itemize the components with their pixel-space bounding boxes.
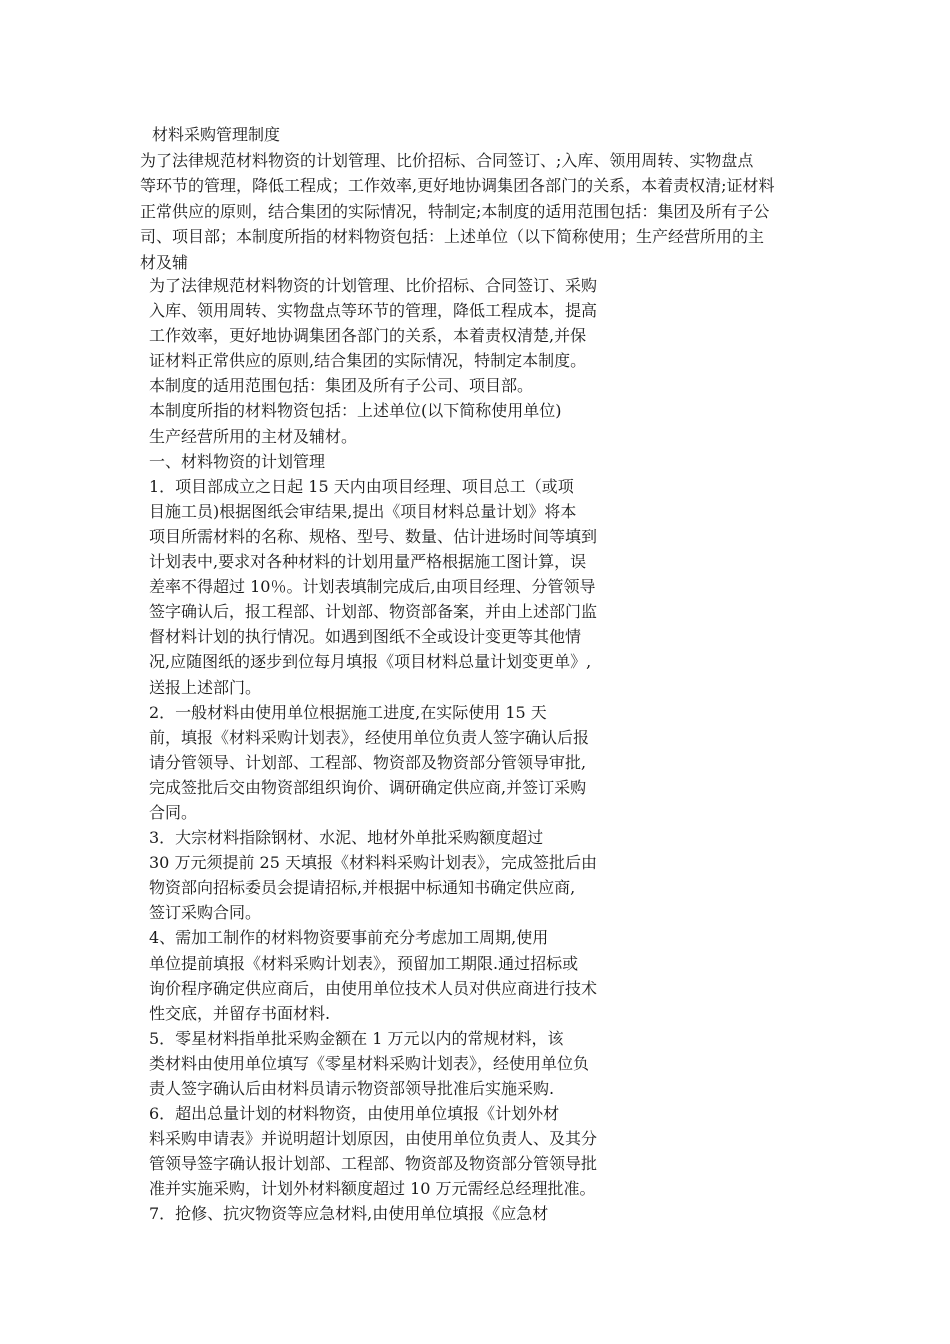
body-line: 证材料正常供应的原则,结合集团的实际情况，特制定本制度。 (149, 351, 587, 371)
body-line: 合同。 (149, 802, 198, 822)
body-line: 料采购申请表》并说明超计划原因，由使用单位负责人、及其分 (149, 1129, 598, 1149)
body-line: 7．抢修、抗灾物资等应急材料,由使用单位填报《应急材 (149, 1204, 549, 1224)
body-line: 送报上述部门。 (149, 677, 262, 697)
summary-line: 材及辅 (140, 252, 189, 272)
body-line: 本制度所指的材料物资包括：上述单位(以下简称使用单位) (149, 401, 562, 421)
body-line: 前，填报《材料采购计划表》，经使用单位负责人签字确认后报 (149, 727, 590, 747)
body-line: 责人签字确认后由材料员请示物资部领导批准后实施采购. (149, 1079, 555, 1098)
body-line: 询价程序确定供应商后，由使用单位技术人员对供应商进行技术 (149, 978, 598, 998)
section-heading: 一、材料物资的计划管理 (149, 451, 326, 471)
summary-line: 司、项目部；本制度所指的材料物资包括：上述单位（以下简称使用；生产经营所用的主 (140, 227, 765, 246)
body-line: 5．零星材料指单批采购金额在 1 万元以内的常规材料，该 (149, 1028, 564, 1048)
body-line: 本制度的适用范围包括：集团及所有子公司、项目部。 (149, 376, 534, 396)
body-line: 单位提前填报《材料采购计划表》，预留加工期限.通过招标或 (149, 953, 579, 973)
document-body (149, 273, 629, 1227)
document-title: 材料采购管理制度 (152, 125, 281, 144)
body-line: 签字确认后，报工程部、计划部、物资部备案，并由上述部门监 (149, 602, 598, 622)
body-line: 物资部向招标委员会提请招标,并根据中标通知书确定供应商, (149, 878, 576, 898)
body-line: 请分管领导、计划部、工程部、物资部及物资部分管领导审批, (149, 752, 587, 772)
body-line: 签订采购合同。 (149, 903, 262, 923)
document-intro (140, 122, 820, 275)
body-line: 1．项目部成立之日起 15 天内由项目经理、项目总工（或项 (149, 476, 574, 496)
summary-line: 为了法律规范材料物资的计划管理、比价招标、合同签订、;入库、领用周转、实物盘点 (140, 150, 754, 170)
summary-line: 正常供应的原则，结合集团的实际情况，特制定;本制度的适用范围包括：集团及所有子公 (140, 201, 770, 221)
summary-line: 等环节的管理，降低工程成；工作效率,更好地协调集团各部门的关系，本着责权清;证材料 (140, 176, 775, 195)
body-line: 项目所需材料的名称、规格、型号、数量、估计进场时间等填到 (149, 526, 598, 546)
body-line: 6．超出总量计划的材料物资，由使用单位填报《计划外材 (149, 1104, 560, 1124)
body-line: 入库、领用周转、实物盘点等环节的管理，降低工程成本，提高 (149, 301, 598, 321)
body-line: 3．大宗材料指除钢材、水泥、地材外单批采购额度超过 (149, 828, 544, 848)
body-line: 类材料由使用单位填写《零星材料采购计划表》，经使用单位负 (149, 1053, 590, 1073)
body-line: 4、需加工制作的材料物资要事前充分考虑加工周期,使用 (149, 928, 549, 948)
body-line: 2．一般材料由使用单位根据施工进度,在实际使用 15 天 (149, 702, 547, 722)
body-line: 性交底，并留存书面材料. (149, 1003, 331, 1023)
body-line: 准并实施采购，计划外材料额度超过 10 万元需经总经理批准。 (149, 1179, 596, 1199)
body-line: 督材料计划的执行情况。如遇到图纸不全或设计变更等其他情 (149, 627, 582, 647)
body-line: 目施工员)根据图纸会审结果,提出《项目材料总量计划》将本 (149, 501, 577, 521)
body-line: 差率不得超过 10％。计划表填制完成后,由项目经理、分管领导 (149, 577, 596, 597)
body-line: 30 万元须提前 25 天填报《材料料采购计划表》，完成签批后由 (149, 853, 597, 873)
body-line: 管领导签字确认报计划部、工程部、物资部及物资部分管领导批 (149, 1154, 598, 1174)
body-line: 生产经营所用的主材及辅材。 (149, 426, 358, 446)
body-line: 计划表中,要求对各种材料的计划用量严格根据施工图计算，误 (149, 552, 587, 572)
body-line: 工作效率，更好地协调集团各部门的关系，本着责权清楚,并保 (149, 326, 587, 346)
body-line: 况,应随图纸的逐步到位每月填报《项目材料总量计划变更单》, (149, 652, 592, 672)
body-line: 为了法律规范材料物资的计划管理、比价招标、合同签订、采购 (149, 276, 598, 295)
body-line: 完成签批后交由物资部组织询价、调研确定供应商,并签订采购 (149, 777, 587, 797)
